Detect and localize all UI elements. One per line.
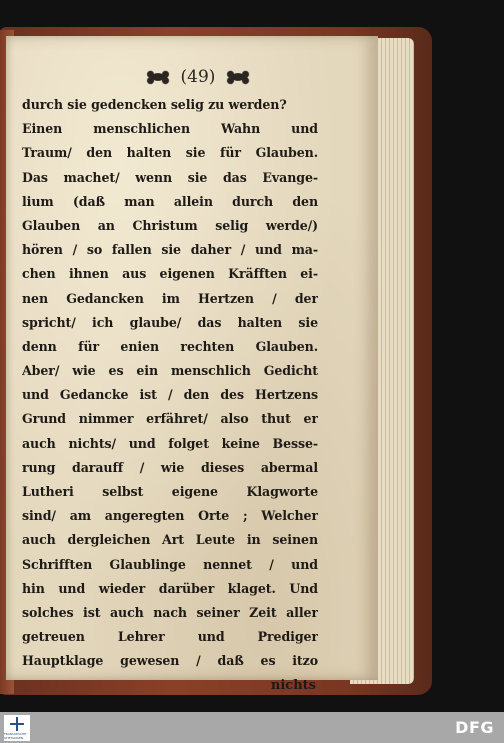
text-line: Lutheri selbst eigene Klagworte (22, 484, 318, 499)
text-line: durch sie gedencken selig zu werden? (22, 97, 287, 112)
logo-caption: FRANCKESCHE STIFTUNGEN (4, 731, 27, 740)
book-page (6, 36, 378, 693)
text-line: Hauptklage gewesen / daß es itzo (22, 653, 318, 669)
text-line: Grund nimmer erfähret/ also thut er (22, 411, 318, 427)
page-number: (49) (180, 67, 216, 87)
ornament-left-icon (143, 68, 173, 86)
text-line: Schrifften Glaublinge nennet / und (22, 556, 318, 572)
text-line: auch nichts/ und folget keine Besse- (22, 435, 318, 451)
text-line: hin und wieder darüber klaget. Und (22, 580, 318, 596)
text-line: solches ist auch nach seiner Zeit aller (22, 604, 318, 620)
text-line: chen ihnen aus eigenen Kräfften ei- (22, 266, 318, 282)
text-line: auch dergleichen Art Leute in seinen (22, 532, 318, 548)
footer-bar (0, 712, 504, 743)
text-line: Aber/ wie es ein menschlich Gedicht (22, 363, 318, 379)
page-text (22, 93, 318, 698)
institution-logo[interactable] (4, 715, 30, 741)
text-line: Das machet/ wenn sie das Evange- (22, 169, 318, 185)
text-line: lium (daß man allein durch den (22, 193, 318, 209)
text-line: getreuen Lehrer und Prediger (22, 629, 318, 645)
text-line: Glauben an Christum selig werde/) (22, 217, 318, 233)
text-line: Traum/ den halten sie für Glauben. (22, 145, 318, 161)
text-line: Einen menschlichen Wahn und (22, 121, 318, 137)
text-line: spricht/ ich glaube/ das halten sie (22, 314, 318, 330)
text-line: hören / so fallen sie daher / und ma- (22, 242, 318, 258)
text-line: rung darauff / wie dieses abermal (22, 459, 318, 475)
text-line: und Gedancke ist / den des Hertzens (22, 387, 318, 403)
cross-logo-icon (10, 717, 24, 731)
text-line: denn für enien rechten Glauben. (22, 338, 318, 354)
catchword: nichts (270, 677, 316, 693)
text-line: sind/ am angeregten Orte ; Welcher (22, 508, 318, 524)
dfg-logo[interactable]: DFG (455, 718, 494, 737)
ornament-right-icon (223, 68, 253, 86)
page-header (108, 64, 288, 90)
text-line: nen Gedancken im Hertzen / der (22, 290, 318, 306)
